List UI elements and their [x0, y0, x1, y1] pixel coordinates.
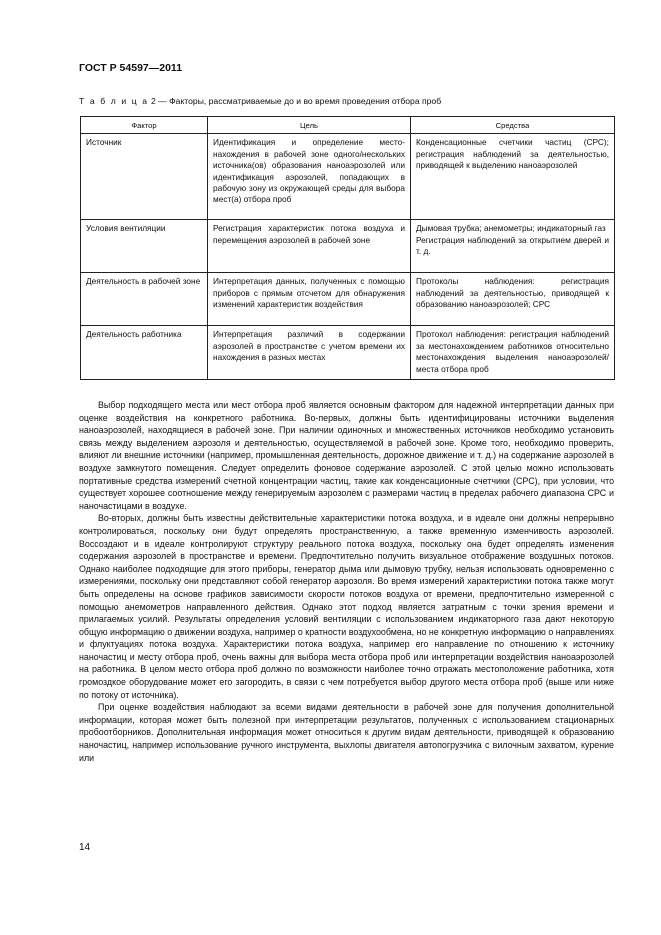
column-header-factor: Фактор: [81, 117, 208, 134]
cell-means: Протокол наблюдения: регистрация наблюдений за местонахождением работников относительно местонахождения выделения наноаэрозолей/места отбора проб: [411, 326, 615, 380]
table-caption-text: 2 — Факторы, рассматриваемые до и во время проведения отбора проб: [148, 96, 442, 106]
table-caption: [79, 96, 441, 106]
cell-goal: Регистрация характеристик потока воздуха и перемещения аэрозолей в рабочей зоне: [208, 220, 411, 273]
body-text: [79, 399, 614, 764]
document-code: ГОСТ Р 54597—2011: [79, 62, 183, 74]
paragraph: При оценке воздействия наблюдают за всеми видами деятельности в рабочей зоне для получения дополнительной информации, которая может быть полезной при интерпретации результатов, полученных с использованием стационарных пробоотборников. Дополнительная информация может относиться к другим видам деятельности, приводящей к образованию наночастиц, например использование ручного инструмента, выхлопы двигателя автопогрузчика с вилочным захватом, курение или: [79, 702, 614, 763]
paragraph: Во-вторых, должны быть известны действительные характеристики потока воздуха, и в идеале они должны непрерывно контролироваться, поскольку они будут определять пространственную, а также временную изменчивость аэрозолей. Воссоздают и в идеале контролируют структуру реального потока воздуха, поскольку она будет определять изменения содержания аэрозолей в пространстве и времени. Предпочтительно получить визуальное отображение воздушных потоков. Однако наиболее подходящие для этого приборы, генератор дыма или дымовую трубку, нельзя использовать одновременно с измерениями, поскольку они представляют собой генератор аэрозоля. Во время измерений характеристики потока также могут быть определены на основе графиков зависимости скорости потоков воздуха от времени, предпочтительно измеренной с помощью анемометров направленного действия. Однако этот подход является затратным с точки зрения времени и прилагаемых усилий. Результаты определения условий вентиляции с использованием индикаторного газа дают некоторую общую информацию о движении воздуха, например о кратности воздухообмена, но не конкретную информацию о направлениях и флуктуациях потока воздуха. Характеристики потока воздуха, например его направление по отношению к источнику наночастиц и месту отбора проб, очень важны для выбора места отбора проб или интерпретации воздействия наноаэрозолей на работника. В целом место отбора проб должно по возможности наиболее точно отражать местоположение работника, хотя громоздкое оборудование может его загородить, в связи с чем потребуется выбор другого места отбора проб (выше или ниже по потоку от источника).: [79, 513, 614, 700]
table-row: [81, 220, 615, 273]
cell-factor: Деятельность работника: [81, 326, 208, 380]
paragraph: Выбор подходящего места или мест отбора проб является основным фактором для надежной интерпретации данных при оценке воздействия на конкретного работника. Во-первых, должны быть идентифицированы источники выделения наноаэрозолей, находящиеся в рабочей зоне. При наличии одиночных и множественных источников необходимо установить связь между выделением аэрозоля и деятельностью, осуществляемой в рабочей зоне. Кроме того, необходимо проверить, влияют ли внешние источники (например, промышленная деятельность, дорожное движение и т. д.) на содержание аэрозолей в воздухе замкнутого помещения. Следует определить фоновое содержание аэрозолей. С этой целью можно использовать портативные средства измерений счетной концентрации частиц, такие как конденсационные счетчики (СРС), при условии, что существует хорошее соотношение между генерируемым аэрозолем с размерами частиц в пределах рабочего диапазона СРС и наночастицами в воздухе.: [79, 400, 614, 511]
cell-means-line: Регистрация наблюдений за открытием дверей и т. д.: [416, 234, 609, 257]
cell-means-line: Дымовая трубка; анемометры; индикаторный газ: [416, 223, 606, 234]
cell-factor: Источник: [81, 134, 208, 220]
table-row: [81, 134, 615, 220]
table-header-row: [81, 117, 615, 134]
cell-means: [411, 220, 615, 273]
cell-goal: Идентификация и определение местонахождения в рабочей зоне одного/нескольких источника(ов) образования наноаэрозолей или идентификация аэрозолей, попадающих в рабочую зону из окружающей среды для выбора мест(а) отбора проб: [208, 134, 411, 220]
page-number: 14: [79, 842, 91, 853]
table-row: [81, 326, 615, 380]
factors-table: [80, 116, 615, 380]
table-row: [81, 273, 615, 326]
cell-factor: Деятельность в рабочей зоне: [81, 273, 208, 326]
cell-goal: Интерпретация данных, полученных с помощью приборов с прямым отсчетом для обнаружения изменений характеристик воздействия: [208, 273, 411, 326]
column-header-means: Средства: [411, 117, 615, 134]
cell-goal: Интерпретация различий в содержании аэрозолей в пространстве с учетом времени их нахождения в разных местах: [208, 326, 411, 380]
table-caption-label: Т а б л и ц а: [79, 96, 149, 106]
cell-factor: Условия вентиляции: [81, 220, 208, 273]
cell-means: Протоколы наблюдения: регистрация наблюдений за деятельностью, приводящей к образованию наноаэрозолей; СРС: [411, 273, 615, 326]
column-header-goal: Цель: [208, 117, 411, 134]
cell-means: Конденсационные счетчики частиц (СРС); регистрация наблюдений за деятельностью, приводящей к выделению наноаэрозолей: [411, 134, 615, 220]
